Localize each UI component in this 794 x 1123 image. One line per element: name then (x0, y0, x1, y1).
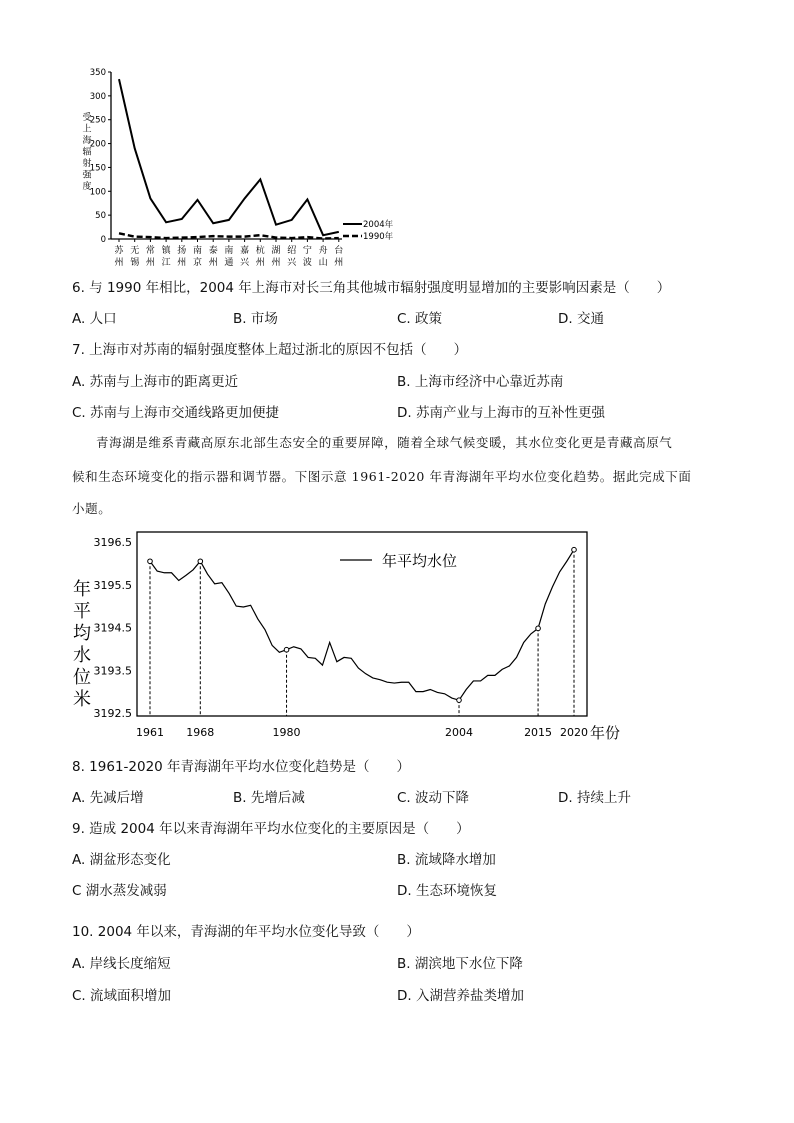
x-tick-label-char: 无 (130, 246, 140, 256)
y-axis-label-char: 强 (82, 170, 92, 181)
x-tick-label-char: 泰 (208, 246, 218, 256)
y-tick-label: 300 (89, 91, 106, 102)
x-tick-label-char: 江 (161, 258, 171, 268)
x-tick-label-char: 兴 (240, 258, 250, 268)
x-tick-label-char: 南 (224, 246, 234, 256)
x-tick-label-char: 京 (192, 258, 203, 268)
y-tick-label: 100 (89, 187, 106, 198)
x-tick-label-char: 州 (271, 258, 281, 268)
series-1990-line (119, 233, 339, 238)
x-tick-label-char: 州 (255, 258, 265, 268)
passage-line-2: 候和生态环境变化的指示器和调节器。下图示意 1961-2020 年青海湖年平均水位变化趋势。据此完成下面 (72, 469, 692, 484)
x-tick-label-char: 苏 (114, 246, 124, 256)
q9-option-a[interactable]: A. 湖盆形态变化 (72, 852, 171, 868)
q8-option-c[interactable]: C. 波动下降 (397, 790, 470, 806)
water-level-chart (60, 525, 630, 745)
y-axis-label-char: 辐 (82, 147, 92, 158)
x-tick-label-char: 州 (334, 258, 344, 268)
q10-option-b[interactable]: B. 湖滨地下水位下降 (397, 956, 523, 972)
y-axis-label-char: 上 (82, 124, 92, 135)
y-tick-label: 50 (95, 211, 106, 222)
y-tick-label: 3195.5 (93, 578, 132, 592)
x-tick-label-char: 嘉 (240, 246, 250, 256)
x-tick-label: 1968 (186, 726, 215, 739)
y-axis-label-char: 位 (73, 667, 91, 688)
x-tick-label-char: 山 (318, 258, 328, 268)
x-tick-label-char: 宁 (302, 246, 312, 256)
q7-option-d[interactable]: D. 苏南产业与上海市的互补性更强 (397, 405, 605, 421)
data-point-marker (457, 698, 462, 703)
y-axis-label-char: 米 (73, 689, 91, 710)
water-level-line (150, 550, 574, 700)
x-tick-label-char: 常 (145, 246, 155, 256)
x-tick-label-char: 杭 (255, 246, 265, 256)
q6-option-b[interactable]: B. 市场 (233, 311, 278, 327)
x-tick-label-char: 台 (334, 246, 344, 256)
passage-line-1: 青海湖是维系青藏高原东北部生态安全的重要屏障，随着全球气候变暖，其水位变化更是青藏高原气 (96, 435, 673, 450)
x-tick-label-char: 波 (302, 258, 312, 268)
x-tick-label-char: 湖 (271, 246, 281, 256)
y-axis-label-char: 均 (73, 623, 91, 644)
q7-option-a[interactable]: A. 苏南与上海市的距离更近 (72, 374, 239, 390)
x-tick-label-char: 州 (208, 258, 218, 268)
y-axis-label-char: 受 (82, 113, 92, 123)
y-tick-label: 3193.5 (93, 664, 132, 678)
question-8-stem: 8. 1961-2020 年青海湖年平均水位变化趋势是（ ） (72, 759, 411, 775)
data-point-marker (284, 647, 289, 652)
question-10-stem: 10. 2004 年以来，青海湖的年平均水位变化导致（ ） (72, 924, 420, 940)
series-2004-line (119, 79, 339, 235)
data-point-marker (572, 547, 577, 552)
x-tick-label: 2015 (524, 726, 553, 739)
radiation-chart (70, 60, 410, 275)
q10-option-c[interactable]: C. 流域面积增加 (72, 988, 172, 1004)
data-point-marker (148, 559, 153, 564)
x-tick-label-char: 南 (192, 246, 203, 256)
q8-option-b[interactable]: B. 先增后减 (233, 790, 305, 806)
x-tick-label: 1980 (272, 726, 301, 739)
q9-option-c[interactable]: C 湖水蒸发减弱 (72, 883, 167, 899)
y-axis-label-char: 水 (73, 645, 91, 666)
question-9-stem: 9. 造成 2004 年以来青海湖年平均水位变化的主要原因是（ ） (72, 821, 470, 837)
q10-option-a[interactable]: A. 岸线长度缩短 (72, 956, 171, 972)
y-tick-label: 0 (100, 235, 106, 245)
x-tick-label: 2004 (445, 726, 474, 739)
y-tick-label: 200 (89, 139, 106, 150)
x-tick-label: 1961 (136, 726, 164, 739)
x-tick-label-char: 舟 (318, 246, 328, 256)
passage-line-3: 小题。 (72, 501, 112, 516)
x-tick-label-char: 州 (177, 258, 187, 268)
question-6-stem: 6. 与 1990 年相比，2004 年上海市对长三角其他城市辐射强度明显增加的主要影响因素是（ ） (72, 280, 671, 296)
q9-option-d[interactable]: D. 生态环境恢复 (397, 883, 497, 899)
y-axis-label-char: 射 (82, 159, 92, 169)
q7-option-c[interactable]: C. 苏南与上海市交通线路更加便捷 (72, 405, 280, 421)
x-tick-label-char: 镇 (161, 246, 171, 256)
y-tick-label: 3192.5 (93, 707, 132, 720)
q6-option-c[interactable]: C. 政策 (397, 311, 443, 327)
x-tick-label-char: 兴 (287, 258, 297, 268)
legend-1990-label: 1990年 (363, 232, 394, 242)
y-tick-label: 350 (89, 68, 106, 78)
question-7-stem: 7. 上海市对苏南的辐射强度整体上超过浙北的原因不包括（ ） (72, 342, 468, 358)
x-axis-unit: 年份 (590, 724, 621, 742)
x-tick-label-char: 州 (114, 258, 124, 268)
q10-option-d[interactable]: D. 入湖营养盐类增加 (397, 988, 524, 1004)
y-tick-label: 250 (89, 115, 106, 126)
y-axis-label-char: 度 (82, 182, 92, 192)
q8-option-a[interactable]: A. 先减后增 (72, 790, 144, 806)
x-tick-label-char: 锡 (130, 258, 140, 268)
legend-2004-label: 2004年 (363, 220, 394, 230)
x-tick-label-char: 扬 (177, 246, 187, 256)
x-tick-label-char: 通 (224, 258, 234, 268)
y-axis-label-char: 平 (73, 601, 91, 622)
x-tick-label-char: 州 (145, 258, 155, 268)
y-tick-label: 3196.5 (93, 536, 132, 549)
q6-option-a[interactable]: A. 人口 (72, 311, 117, 327)
data-point-marker (536, 626, 541, 631)
y-axis-label-char: 年 (73, 579, 91, 600)
y-tick-label: 3194.5 (93, 621, 132, 635)
x-tick-label-char: 绍 (287, 246, 297, 256)
x-tick-label: 2020 (560, 726, 588, 739)
q7-option-b[interactable]: B. 上海市经济中心靠近苏南 (397, 374, 564, 390)
q6-option-d[interactable]: D. 交通 (558, 311, 604, 327)
data-point-marker (198, 559, 203, 564)
y-axis-label-char: 海 (82, 136, 92, 146)
y-tick-label: 150 (89, 163, 106, 174)
legend-label: 年平均水位 (382, 552, 458, 570)
q8-option-d[interactable]: D. 持续上升 (558, 790, 631, 806)
q9-option-b[interactable]: B. 流域降水增加 (397, 852, 496, 868)
